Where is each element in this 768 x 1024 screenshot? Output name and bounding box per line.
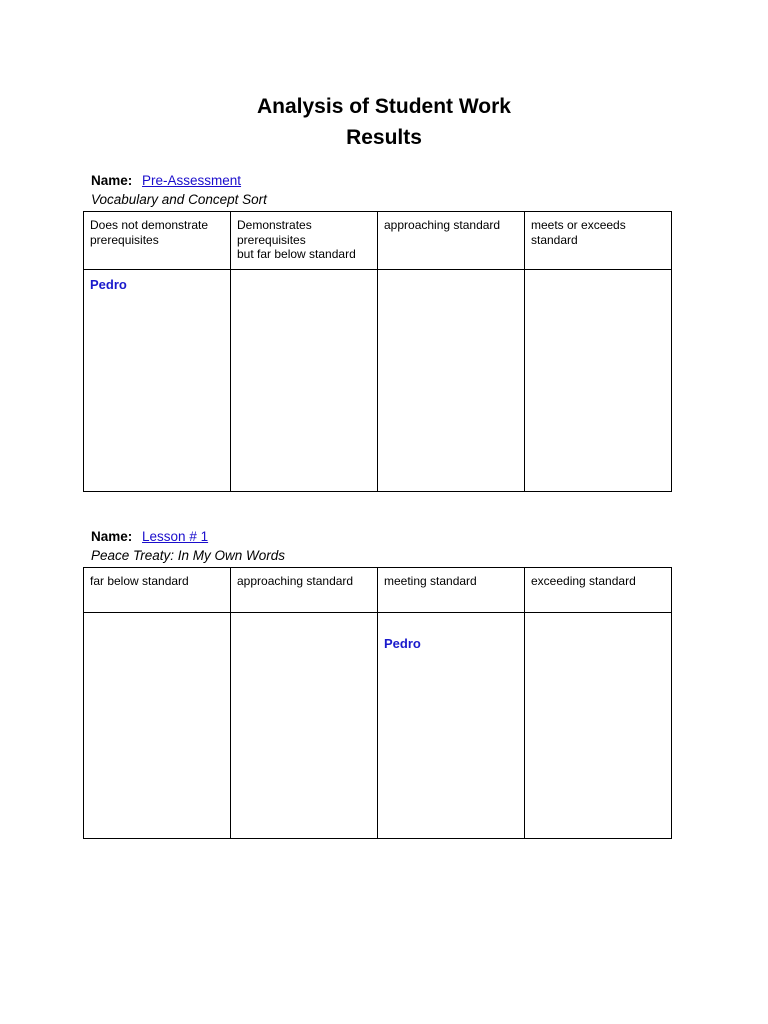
table-header-row — [84, 568, 672, 613]
assessment-section-lesson-1 — [83, 527, 671, 839]
column-header: approaching standard — [231, 568, 378, 613]
name-label: Name: — [91, 529, 133, 544]
assessment-subtitle: Peace Treaty: In My Own Words — [91, 548, 286, 563]
page-title: Analysis of Student Work — [257, 95, 511, 118]
column-header: far below standard — [84, 568, 231, 613]
assessment-section-pre-assessment — [83, 171, 671, 492]
table-header-row — [84, 212, 672, 270]
table-cell — [231, 270, 378, 492]
pre-assessment-link[interactable]: Pre-Assessment — [142, 173, 242, 188]
name-row — [83, 171, 671, 190]
table-cell — [84, 613, 231, 839]
column-header: Demonstrates prerequisites but far below standard — [231, 212, 378, 270]
student-name: Pedro — [90, 277, 127, 292]
column-header: meets or exceeds standard — [525, 212, 672, 270]
name-row — [83, 527, 671, 546]
column-header: exceeding standard — [525, 568, 672, 613]
table-cell — [378, 613, 525, 839]
table-cell — [84, 270, 231, 492]
lesson-1-link[interactable]: Lesson # 1 — [142, 529, 209, 544]
table-cell — [525, 613, 672, 839]
assessment-subtitle: Vocabulary and Concept Sort — [91, 192, 267, 207]
student-name: Pedro — [384, 636, 421, 651]
column-header: Does not demonstrate prerequisites — [84, 212, 231, 270]
table-cell — [378, 270, 525, 492]
table-cell — [231, 613, 378, 839]
page-subtitle: Results — [346, 126, 422, 149]
results-table — [83, 211, 672, 492]
table-row — [84, 613, 672, 839]
table-cell — [525, 270, 672, 492]
column-header: meeting standard — [378, 568, 525, 613]
table-row — [84, 270, 672, 492]
column-header: approaching standard — [378, 212, 525, 270]
name-label: Name: — [91, 173, 133, 188]
results-table — [83, 567, 672, 839]
